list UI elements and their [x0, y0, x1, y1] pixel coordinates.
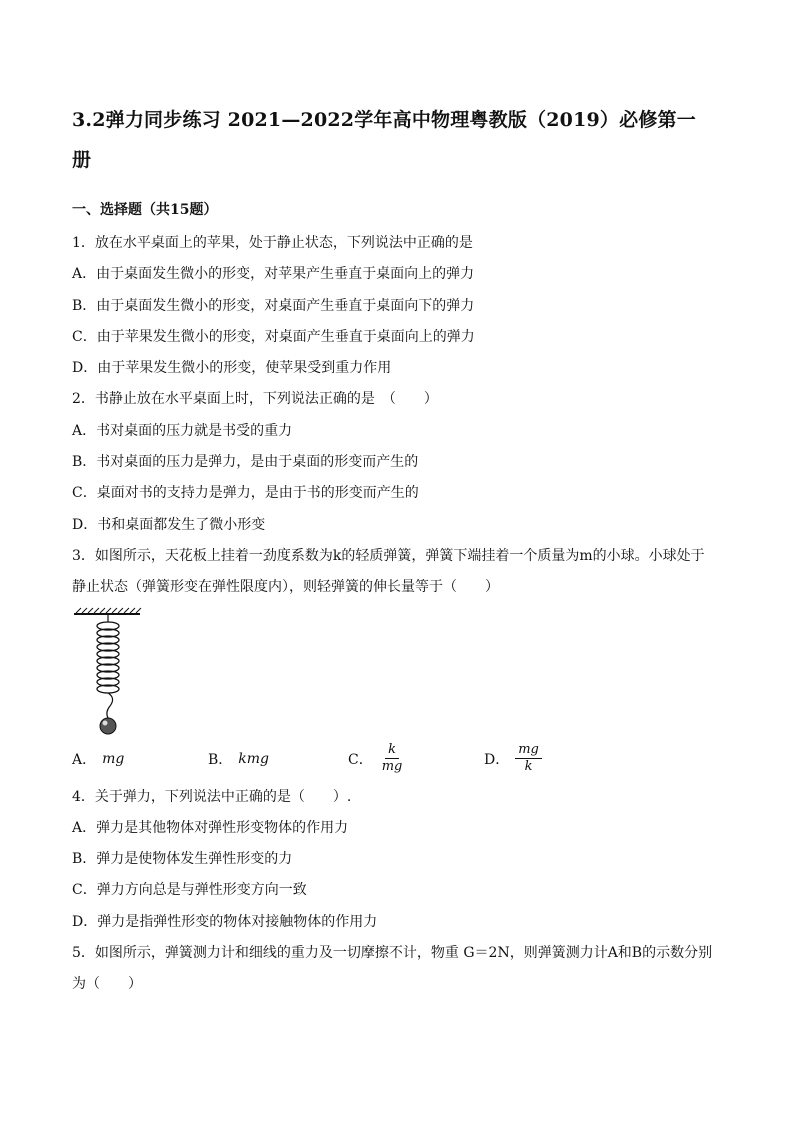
question-stem: 4．关于弹力，下列说法中正确的是（ ）. [72, 788, 352, 805]
option-c: C．由于苹果发生微小的形变，对桌面产生垂直于桌面向上的弹力 [72, 328, 475, 345]
document-page [72, 100, 722, 1001]
question-1 [72, 228, 722, 384]
ceiling-hatch [76, 608, 141, 613]
section-header: 一、选择题（共15题） [72, 202, 218, 218]
option-value: kmg [238, 750, 270, 767]
question-stem-line-1: 5．如图所示，弹簧测力计和细线的重力及一切摩擦不计，物重 G＝2N，则弹簧测力计A和B的示数分别 [72, 945, 713, 962]
option-b: B．书对桌面的压力是弹力，是由于桌面的形变而产生的 [72, 454, 419, 471]
fraction-denominator: mg [381, 759, 403, 775]
spring-coils [97, 622, 119, 693]
option-label: D． [484, 751, 510, 768]
fraction-numerator: k [385, 742, 399, 759]
option-b: B．弹力是使物体发生弹性形变的力 [72, 851, 293, 868]
question-stem-line-2: 静止状态（弹簧形变在弹性限度内），则轻弹簧的伸长量等于（ ） [72, 579, 499, 596]
title-line-2: 册 [72, 149, 92, 171]
question-2 [72, 384, 722, 540]
option-d: D．书和桌面都发生了微小形变 [72, 516, 266, 533]
option-b [208, 749, 348, 769]
ball-highlight [103, 720, 108, 725]
option-d: D．弹力是指弹性形变的物体对接触物体的作用力 [72, 913, 378, 930]
option-b: B．由于桌面发生微小的形变，对桌面产生垂直于桌面向下的弹力 [72, 297, 475, 314]
question-5 [72, 938, 722, 1001]
option-value: mg [102, 750, 125, 767]
option-d [484, 742, 542, 775]
spring-bottom-wire [107, 693, 113, 718]
question-stem: 2．书静止放在水平桌面上时，下列说法正确的是 （ ） [72, 391, 438, 408]
option-d: D．由于苹果发生微小的形变，使苹果受到重力作用 [72, 360, 392, 377]
question-3 [72, 541, 722, 780]
fraction-numerator: mg [515, 742, 542, 759]
option-a: A．由于桌面发生微小的形变，对苹果产生垂直于桌面向上的弹力 [72, 266, 475, 283]
question-stem-line-1: 3．如图所示，天花板上挂着一劲度系数为k的轻质弹簧，弹簧下端挂着一个质量为m的小球。小球处于 [72, 547, 705, 564]
fraction [379, 742, 406, 775]
ball [100, 718, 116, 734]
option-c: C．桌面对书的支持力是弹力，是由于书的形变而产生的 [72, 485, 419, 502]
option-a [72, 749, 208, 769]
question-3-options [72, 738, 722, 780]
option-label: A． [72, 751, 97, 768]
fraction [515, 742, 542, 775]
option-a: A．书对桌面的压力就是书受的重力 [72, 422, 293, 439]
option-c [348, 742, 484, 775]
spring-figure [72, 606, 722, 738]
question-4 [72, 782, 722, 938]
title-line-1: 3.2弹力同步练习 2021—2022学年高中物理粤教版（2019）必修第一 [72, 109, 696, 131]
spring-diagram [72, 606, 142, 738]
option-label: C． [348, 751, 373, 768]
fraction-denominator: k [524, 759, 533, 775]
question-stem: 1．放在水平桌面上的苹果，处于静止状态，下列说法中正确的是 [72, 235, 473, 251]
option-label: B． [208, 751, 233, 768]
option-a: A．弹力是其他物体对弹性形变物体的作用力 [72, 819, 349, 836]
question-stem-line-2: 为（ ） [72, 976, 142, 993]
document-title [72, 100, 722, 180]
option-c: C．弹力方向总是与弹性形变方向一致 [72, 882, 307, 899]
